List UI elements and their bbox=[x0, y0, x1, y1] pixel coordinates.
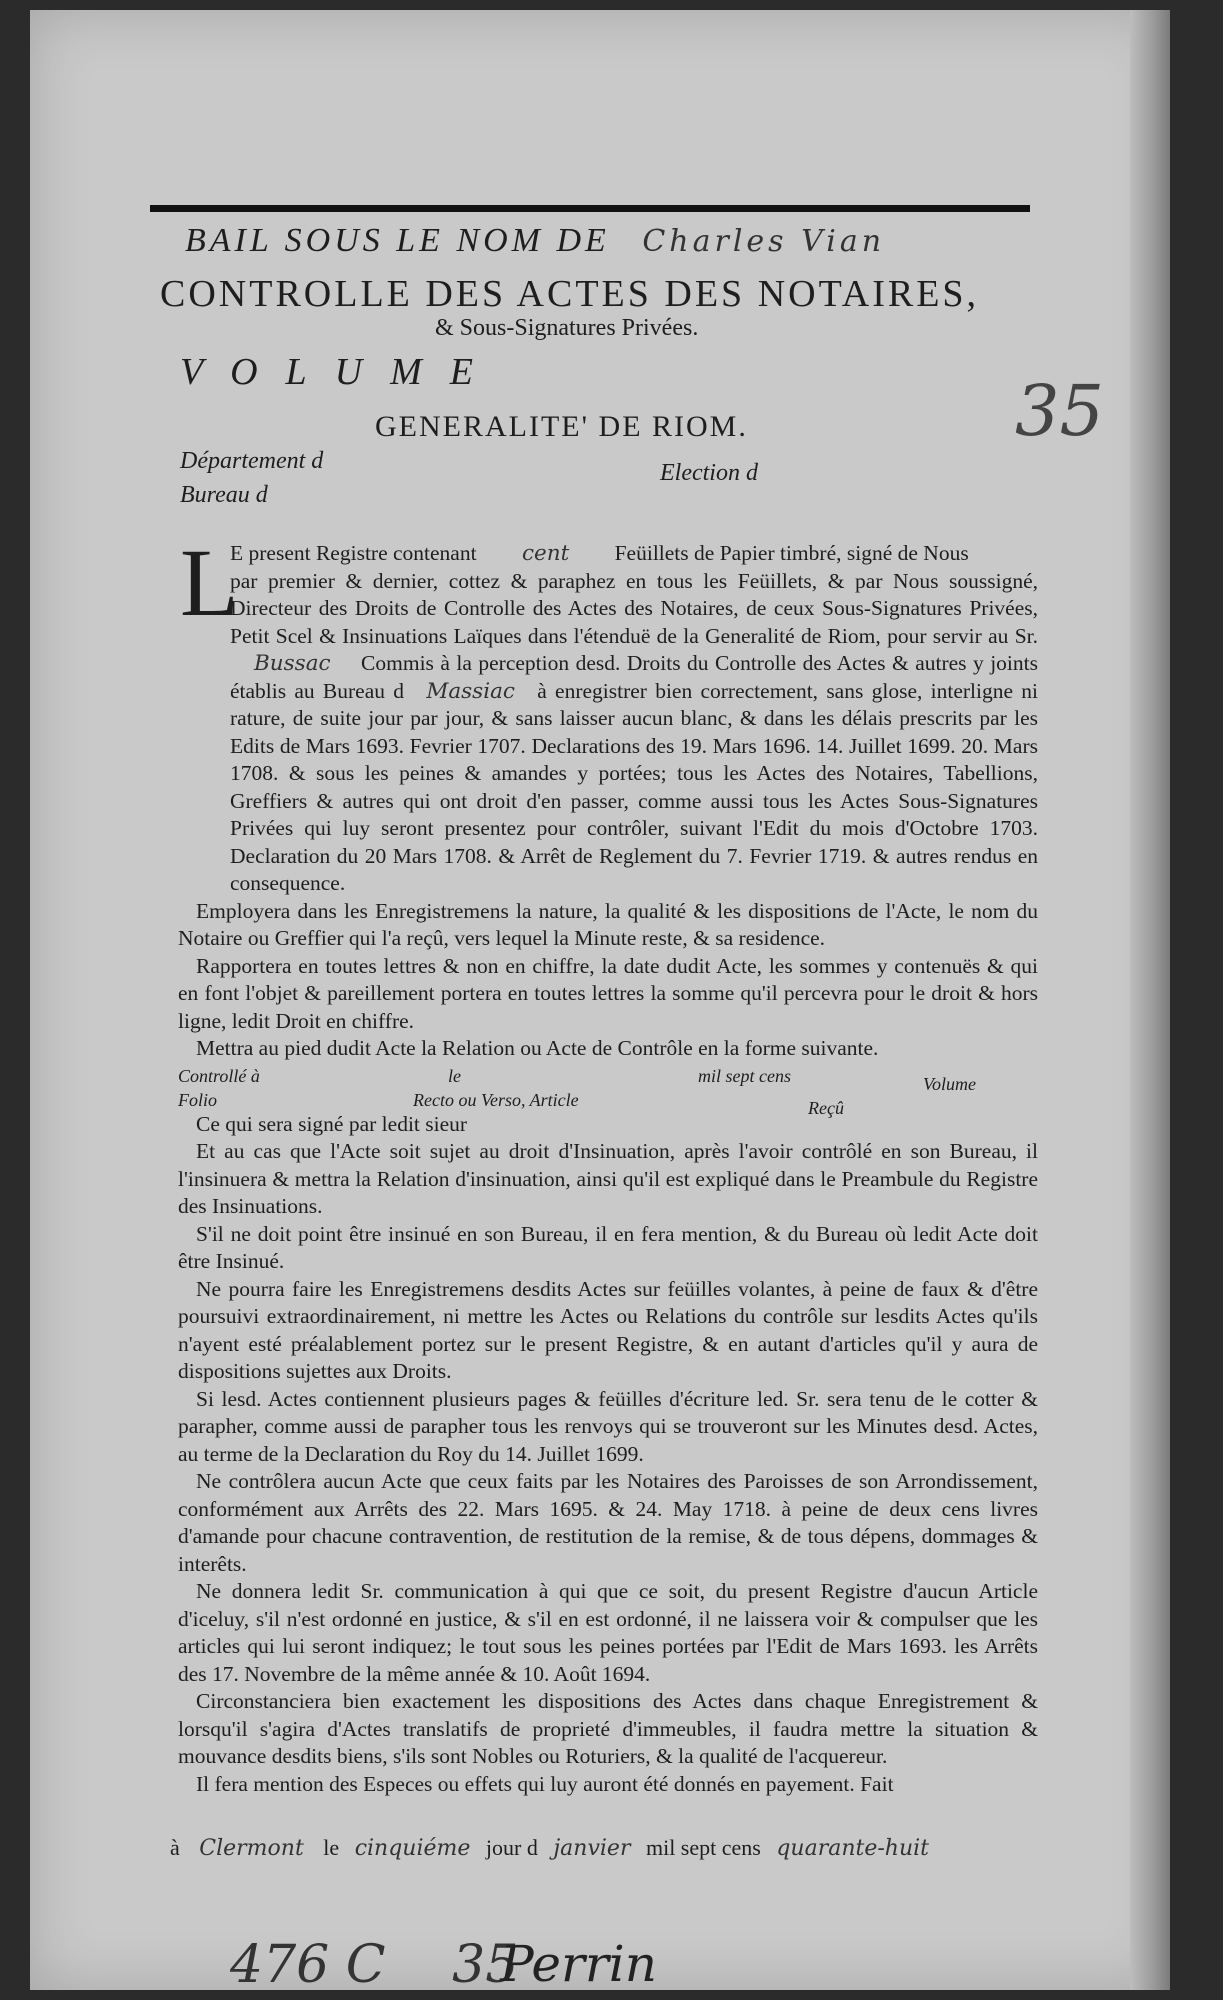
leaf-count-handwritten: cent bbox=[521, 541, 570, 566]
form-le: le bbox=[448, 1065, 461, 1086]
paragraph-arrondissement: Ne contrôlera aucun Acte que ceux faits par les Notaires des Paroisses de son Arrondissement, conformément aux Arrêts des 22. Mars 1695. & 24. May 1718. à peine de deux cens livres d'amande pour chacune contravention, de restitution de la remise, & de tous dépens, dommages & interêts. bbox=[178, 1469, 1038, 1576]
commis-name-handwritten: Bussac bbox=[254, 651, 331, 676]
page-number: 35 bbox=[452, 1935, 519, 1995]
paragraph-employera: Employera dans les Enregistremens la nature, la qualité & les dispositions de l'Acte, le nom du Notaire ou Greffier qui l'a reçû, vers lequel la Minute reste, & sa residence. bbox=[178, 898, 1038, 950]
paragraph-especes: Il fera mention des Especes ou effets qui luy auront été donnés en payement. Fait bbox=[196, 1771, 894, 1796]
paragraph-feuilles-volantes: Ne pourra faire les Enregistremens desdits Actes sur feüilles volantes, à peine de faux & d'être poursuivi extraordinairement, ni mettre les Actes ou Relations du contrôle sur lesdits Actes qu'ils n'ayent esté préalablement portez sur le present Registre, & en autant d'articles qu'il y aura de dispositions sujettes aux Droits. bbox=[178, 1276, 1038, 1383]
controlle-title: CONTROLLE DES ACTES DES NOTAIRES, bbox=[160, 273, 980, 315]
paragraph-signe: Ce qui sera signé par ledit sieur bbox=[196, 1111, 468, 1136]
year-handwritten: quarante-huit bbox=[776, 1836, 930, 1861]
paragraph-insinuation: Et au cas que l'Acte soit sujet au droit d'Insinuation, après l'avoir contrôlé en son Bureau, il l'insinuera & mettra la Relation d'insinuation, ainsi qu'il est expliqué dans le Preambule du Registre des Insinuations. bbox=[178, 1139, 1038, 1218]
closing-line bbox=[170, 1835, 929, 1861]
bail-name-handwritten: Charles Vian bbox=[642, 224, 886, 259]
sous-signatures-subtitle: & Sous-Signatures Privées. bbox=[435, 315, 699, 341]
margin-number: 35 bbox=[1015, 370, 1105, 452]
paragraph-bureau-insinue: S'il ne doit point être insinué en son Bureau, il en fera mention, & du Bureau où ledit Acte doit être Insinué. bbox=[178, 1221, 1038, 1273]
register-page bbox=[30, 10, 1170, 1995]
bail-title bbox=[185, 222, 885, 260]
header-rule bbox=[150, 205, 1030, 212]
departement-label: Département d bbox=[180, 448, 324, 474]
commission-text-c: à enregistrer bien correctement, sans glose, interligne ni rature, de suite jour par jour, & sans laisser aucun blanc, & dans les délais prescrits par les Edits de Mars 1693. Fevrier 1707. Declarations des 19. Mars 1696. 14. Juillet 1699. 20. Mars 1708. & sous les peines & amandes y portées; tous les Actes des Notaires, Tabellions, Greffiers & autres qui ont droit d'en passer, comme aussi tous les Actes Sous-Signatures Privées qui luy seront presentez pour contrôler, suivant l'Edit du mois d'Octobre 1703. Declaration du 20 Mars 1708. & Arrêt de Reglement du 7. Fevrier 1719. & autres rendus en consequence. bbox=[230, 678, 1038, 895]
election-label: Election d bbox=[660, 460, 758, 486]
closing-le: le bbox=[323, 1835, 340, 1860]
archive-code: 476 C bbox=[230, 1935, 386, 1995]
commission-text: par premier & dernier, cottez & paraphez en tous les Feüillets, & par Nous soussigné, Directeur des Droits de Controlle des Actes des Notaires, de ceux Sous-Signatures Privées, Petit Scel & Insinuations Laïques dans l'étenduë de la Generalité de Riom, pour servir au Sr. bbox=[230, 568, 1038, 648]
register-body bbox=[178, 540, 1038, 1798]
closing-mil: mil sept cens bbox=[645, 1835, 761, 1860]
form-folio: Folio bbox=[178, 1089, 217, 1110]
month-handwritten: janvier bbox=[553, 1836, 631, 1861]
control-form-row-1 bbox=[178, 1063, 1038, 1094]
paragraph-commission bbox=[178, 568, 1038, 898]
paragraph-rapportera: Rapportera en toutes lettres & non en chiffre, la date dudit Acte, les sommes y contenuës & qui en font l'objet & pareillement portera en toutes lettres la somme qu'il percevra pour le droit & hors ligne, ledit Droit en chiffre. bbox=[178, 953, 1038, 1033]
intro-text-b: Feüillets de Papier timbré, signé de Nous bbox=[614, 541, 969, 565]
day-handwritten: cinquiéme bbox=[354, 1836, 471, 1861]
volume-title: VOLUME bbox=[180, 351, 501, 393]
paragraph-intro bbox=[178, 540, 1038, 568]
drop-cap: L bbox=[180, 529, 239, 636]
form-mil-sept-cens: mil sept cens bbox=[698, 1065, 791, 1086]
paragraph-mettra: Mettra au pied dudit Acte la Relation ou Acte de Contrôle en la forme suivante. bbox=[196, 1036, 879, 1060]
place-handwritten: Clermont bbox=[199, 1836, 304, 1861]
archive-number bbox=[230, 1935, 518, 1995]
paragraph-communication: Ne donnera ledit Sr. communication à qui que ce soit, du present Registre d'aucun Article d'iceluy, s'il n'est ordonné en justice, & s'il en est ordonné, il ne laissera voir & compulser que les articles qui lui seront indiquez; le tout sous les peines portées par l'Edit de Mars 1693. les Arrêts des 17. Novembre de la même année & 10. Août 1694. bbox=[178, 1579, 1038, 1686]
form-recu: Reçû bbox=[808, 1097, 844, 1118]
page-edge bbox=[1130, 10, 1170, 1990]
closing-jour: jour d bbox=[485, 1835, 538, 1860]
signature: Perrin bbox=[500, 1935, 657, 1993]
paragraph-pages: Si lesd. Actes contiennent plusieurs pages & feüilles d'écriture led. Sr. sera tenu de le cotter & parapher, comme aussi de parapher tous les renvoys qui se trouveront sur les Minutes desd. Actes, au terme de la Declaration du Roy du 14. Juillet 1699. bbox=[178, 1386, 1038, 1466]
intro-text-a: E present Registre contenant bbox=[230, 541, 477, 565]
bureau-label: Bureau d bbox=[180, 482, 268, 508]
commission-text-b: Commis à la perception desd. Droits du Controlle des Actes & autres y joints établis au Bureau d bbox=[230, 651, 1038, 703]
control-form-row-2 bbox=[178, 1087, 1038, 1118]
form-volume: Volume bbox=[923, 1073, 976, 1094]
bureau-name-handwritten: Massiac bbox=[426, 678, 515, 704]
bail-label: BAIL SOUS LE NOM DE bbox=[185, 222, 610, 259]
generalite-title: GENERALITE' DE RIOM. bbox=[375, 410, 748, 443]
closing-a: à bbox=[170, 1835, 180, 1860]
form-controlle: Controllé à bbox=[178, 1065, 260, 1086]
form-recto-verso: Recto ou Verso, Article bbox=[413, 1089, 579, 1110]
paragraph-circonstanciera: Circonstanciera bien exactement les dispositions des Actes dans chaque Enregistrement & lorsqu'il s'agira d'Actes translatifs de proprieté d'immeubles, il faudra mettre la situation & mouvance desdits biens, s'ils sont Nobles ou Roturiers, & la qualité de l'acquereur. bbox=[178, 1689, 1038, 1768]
